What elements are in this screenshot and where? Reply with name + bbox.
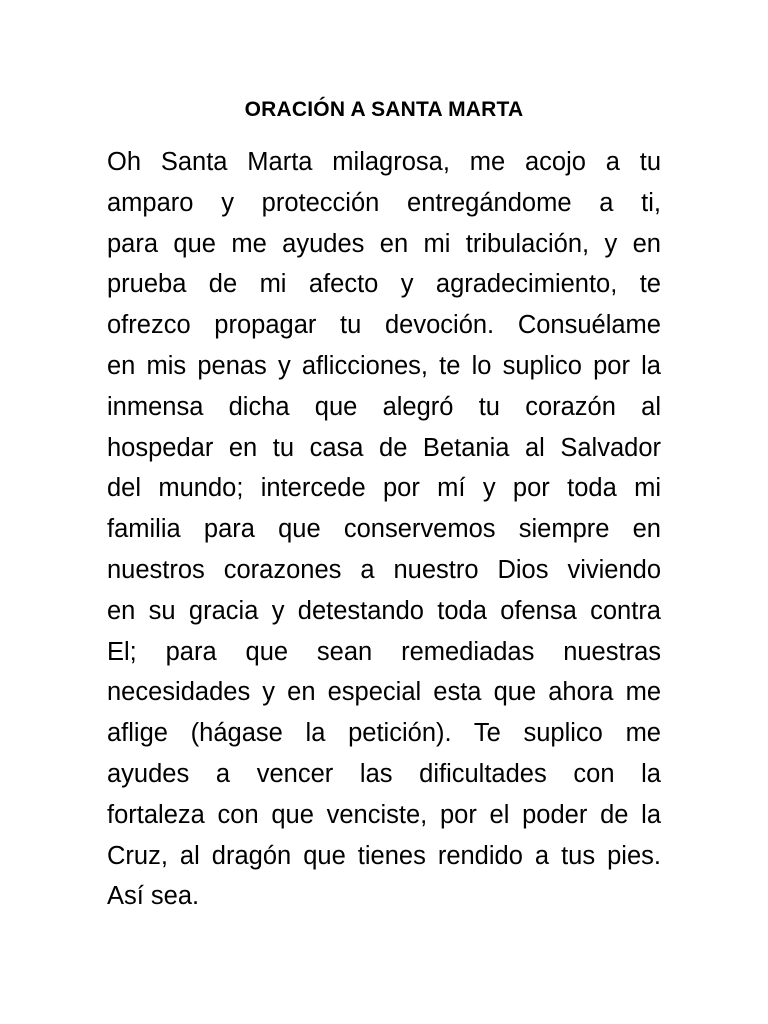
text-line: Oh Santa Marta milagrosa, me acojo a tu	[107, 148, 661, 176]
text-line: en mis penas y aflicciones, te lo suplico por la	[107, 351, 661, 380]
prayer-text	[107, 142, 661, 917]
text-line: nuestros corazones a nuestro Dios viviendo	[107, 555, 661, 584]
text-line: fortaleza con que venciste, por el poder de la	[107, 800, 661, 829]
text-line: Cruz, al dragón que tienes rendido a tus pies.	[107, 841, 661, 870]
text-line: hospedar en tu casa de Betania al Salvador	[107, 433, 661, 462]
text-line: prueba de mi afecto y agradecimiento, te	[107, 270, 661, 299]
text-line: El; para que sean remediadas nuestras	[107, 637, 661, 666]
text-line: ayudes a vencer las dificultades con la	[107, 759, 661, 788]
text-line: amparo y protección entregándome a ti,	[107, 188, 661, 217]
text-line: Así sea.	[107, 882, 200, 911]
text-line: aflige (hágase la petición). Te suplico me	[107, 719, 661, 748]
text-line: del mundo; intercede por mí y por toda mi	[107, 474, 661, 503]
text-line: ofrezco propagar tu devoción. Consuélame	[107, 311, 661, 340]
text-line: familia para que conservemos siempre en	[107, 515, 661, 544]
document-title: ORACIÓN A SANTA MARTA	[244, 98, 524, 121]
text-line: en su gracia y detestando toda ofensa contra	[107, 596, 661, 625]
text-line: inmensa dicha que alegró tu corazón al	[107, 392, 661, 421]
text-line: para que me ayudes en mi tribulación, y en	[107, 229, 661, 258]
text-line: necesidades y en especial esta que ahora me	[107, 678, 661, 707]
